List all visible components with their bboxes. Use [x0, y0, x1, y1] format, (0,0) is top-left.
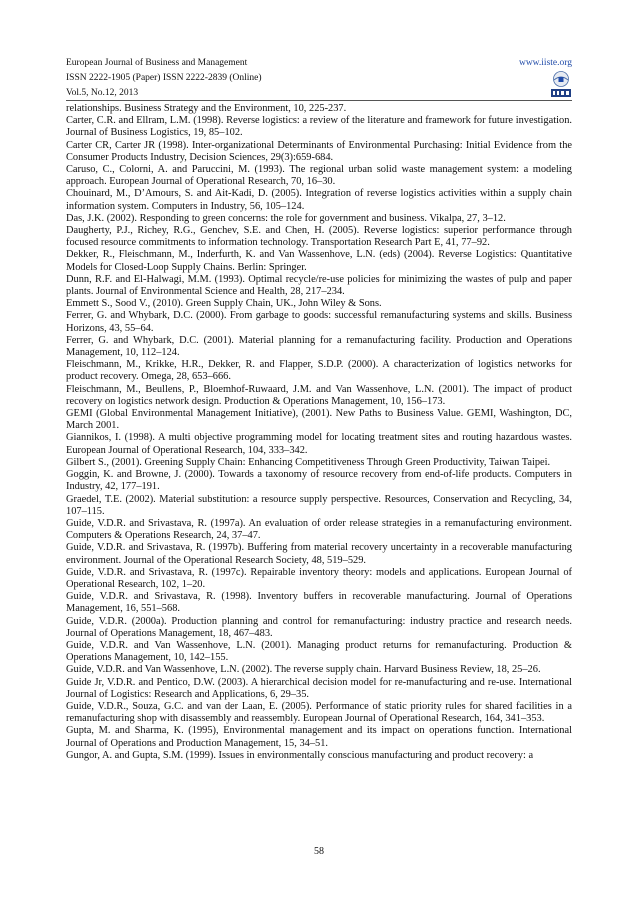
reference-entry: Gupta, M. and Sharma, K. (1995), Environmental management and its impact on operations function. International Journal of Operations and Production Management, 15, 34–51.	[66, 725, 572, 749]
journal-url-link[interactable]: www.iiste.org	[518, 58, 572, 68]
iiste-logo-icon	[550, 71, 572, 99]
reference-entry: Emmett S., Sood V., (2010). Green Supply Chain, UK., John Wiley & Sons.	[66, 298, 382, 310]
reference-entry: Guide, V.D.R. and Srivastava, R. (1997a). An evaluation of order release strategies in a remanufacturing environment. Computers & Operations Research, 24, 37–47.	[66, 517, 572, 542]
issn-line: ISSN 2222-1905 (Paper) ISSN 2222-2839 (Online)	[66, 73, 262, 83]
journal-title: European Journal of Business and Management	[66, 58, 248, 68]
reference-entry: Gilbert S., (2001). Greening Supply Chain: Enhancing Competitiveness Through Green Productivity, Taiwan Taipei.	[66, 456, 551, 468]
reference-entry: Guide, V.D.R., Souza, G.C. and van der Laan, E. (2005). Performance of static priority rules for shared facilities in a remanufacturing shop with disassembly and reassembly. European Journal of Operational Research, 164, 341–353.	[66, 700, 572, 725]
reference-entry: Ferrer, G. and Whybark, D.C. (2000). From garbage to goods: successful remanufacturing systems and skills. Business Horizons, 43, 55–64.	[66, 310, 572, 334]
reference-entry: Goggin, K. and Browne, J. (2000). Towards a taxonomy of resource recovery from end-of-life products. Computers in Industry, 42, 177–191.	[66, 469, 572, 493]
reference-entry: Carter, C.R. and Ellram, L.M. (1998). Reverse logistics: a review of the literature and framework for future investigation. Journal of Business Logistics, 19, 85–102.	[66, 115, 572, 139]
reference-entry: Dunn, R.F. and El-Halwagi, M.M. (1993). Optimal recycle/re-use policies for minimizing the wastes of pulp and paper plants. Journal of Environmental Science and Health, 28, 217–234.	[66, 273, 572, 298]
reference-entry: Guide, V.D.R. (2000a). Production planning and control for remanufacturing: industry practice and research needs. Journal of Operations Management, 18, 467–483.	[66, 615, 572, 639]
reference-entry: Guide, V.D.R. and Srivastava, R. (1998). Inventory buffers in recoverable manufacturing. Journal of Operations Management, 16, 551–568.	[66, 591, 572, 615]
reference-entry: Graedel, T.E. (2002). Material substitution: a resource supply perspective. Resources, Conservation and Recycling, 34, 107–115.	[66, 493, 572, 517]
page-header	[66, 57, 572, 101]
reference-entry: GEMI (Global Environmental Management Initiative), (2001). New Paths to Business Value. GEMI, Washington, DC, March 2001.	[66, 408, 572, 432]
reference-entry: Fleischmann, M., Krikke, H.R., Dekker, R. and Flapper, S.D.P. (2000). A characterization of logistics networks for product recovery. Omega, 28, 653–666.	[66, 359, 572, 383]
reference-entry: Daugherty, P.J., Richey, R.G., Genchev, S.E. and Chen, H. (2005). Reverse logistics: superior performance through focused resource commitments to information technology. Transportation Research Part E, 41, 77–92.	[66, 225, 572, 249]
page-number: 58	[314, 846, 324, 857]
reference-entry: Guide, V.D.R. and Van Wassenhove, L.N. (2002). The reverse supply chain. Harvard Business Review, 18, 25–26.	[66, 664, 541, 676]
reference-list	[66, 103, 572, 762]
reference-entry: Dekker, R., Fleischmann, M., Inderfurth, K. and Van Wassenhove, L.N. (eds) (2004). Reverse Logistics: Quantitative Models for Closed-Loop Supply Chains. Berlin: Springer.	[66, 249, 572, 273]
reference-entry: Carter CR, Carter JR (1998). Inter-organizational Determinants of Environmental Purchasing: Initial Evidence from the Consumer Products Industry, Decision Sciences, 29(3):659-684.	[66, 139, 572, 163]
reference-entry: Chouinard, M., D’Amours, S. and Ait-Kadi, D. (2005). Integration of reverse logistics activities within a supply chain information system. Computers in Industry, 56, 105–124.	[66, 188, 572, 212]
reference-entry: Guide, V.D.R. and Van Wassenhove, L.N. (2001). Managing product returns for remanufacturing. Production & Operations Management, 10, 142–155.	[66, 639, 572, 664]
reference-entry: Fleischmann, M., Beullens, P., Bloemhof-Ruwaard, J.M. and Van Wassenhove, L.N. (2001). The impact of product recovery on logistics network design. Production & Operations Management, 10, 156–173.	[66, 383, 572, 407]
reference-entry: relationships. Business Strategy and the Environment, 10, 225-237.	[66, 103, 347, 114]
reference-entry: Gungor, A. and Gupta, S.M. (1999). Issues in environmentally conscious manufacturing and product recovery: a	[66, 749, 534, 761]
reference-entry: Guide, V.D.R. and Srivastava, R. (1997c). Repairable inventory theory: models and applications. European Journal of Operational Research, 102, 1–20.	[66, 566, 572, 590]
reference-entry: Giannikos, I. (1998). A multi objective programming model for locating treatment sites and routing hazardous wastes. European Journal of Operational Research, 104, 333–342.	[66, 432, 572, 456]
volume-line: Vol.5, No.12, 2013	[66, 88, 139, 98]
reference-entry: Caruso, C., Colorni, A. and Paruccini, M. (1993). The regional urban solid waste management system: a modeling approach. European Journal of Operational Research, 70, 16–30.	[66, 164, 572, 188]
header-rule	[66, 100, 572, 101]
reference-entry: Das, J.K. (2002). Responding to green concerns: the role for government and business. Vikalpa, 27, 3–12.	[66, 212, 506, 224]
reference-entry: Ferrer, G. and Whybark, D.C. (2001). Material planning for a remanufacturing facility. Production and Operations Management, 10, 112–124.	[66, 334, 572, 359]
reference-entry: Guide Jr, V.D.R. and Pentico, D.W. (2003). A hierarchical decision model for re-manufacturing and re-use. International Journal of Logistics: Research and Applications, 6, 29–35.	[66, 676, 572, 700]
reference-entry: Guide, V.D.R. and Srivastava, R. (1997b). Buffering from material recovery uncertainty in a recoverable manufacturing environment. Journal of the Operational Research Society, 48, 519–529.	[66, 542, 572, 566]
